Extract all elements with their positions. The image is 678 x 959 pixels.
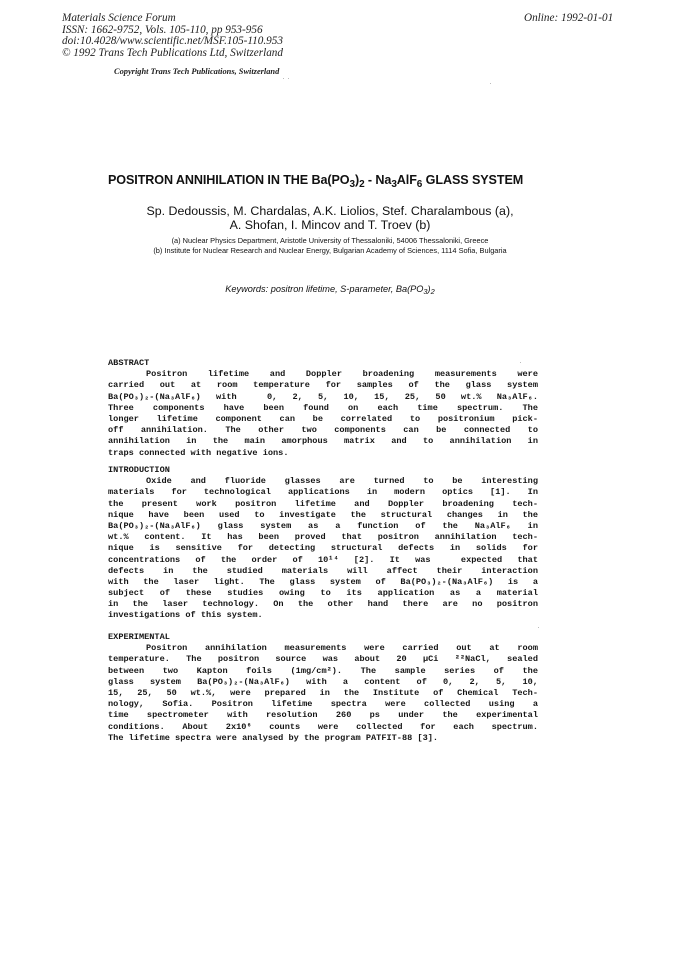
paper-title: POSITRON ANNIHILATION IN THE $Ba(PO_3)_2 - Na_3AlF_6$ GLASS SYSTEM bbox=[108, 173, 524, 190]
paragraph-line: nique is sensitive for detecting structural defects in solids for bbox=[108, 543, 538, 554]
section-heading-introduction: INTRODUCTION bbox=[108, 465, 170, 475]
author-list bbox=[100, 204, 560, 232]
affiliation-a: (a) Nuclear Physics Department, Aristotle University of Thessaloniki, 54006 Thessaloniki, Greece bbox=[171, 236, 489, 245]
paragraph-line: Three components have been found on each time spectrum. The bbox=[108, 402, 538, 413]
paragraph-line: temperature. The positron source was about 20 µCi ²²NaCl, sealed bbox=[108, 654, 538, 665]
paragraph-line: Oxide and fluoride glasses are turned to be interesting bbox=[146, 476, 538, 487]
paragraph-line: glass system Ba(PO₃)₂-(Na₃AlF₆) with a content of 0, 2, 5, 10, bbox=[108, 676, 538, 687]
keywords: Keywords: positron lifetime, S-parameter, $Ba(PO_3)_2$ bbox=[225, 284, 435, 296]
paragraph-line: concentrations of the order of 10¹⁴ [2]. It was expected that bbox=[108, 554, 538, 565]
affiliation-b: (b) Institute for Nuclear Research and Nuclear Energy, Bulgarian Academy of Sciences, 1114 Sofia, Bulgaria bbox=[153, 245, 507, 255]
paragraph-line: in the laser technology. On the other hand there are no positron bbox=[108, 599, 538, 610]
paragraph-line: Positron lifetime and Doppler broadening measurements were bbox=[146, 369, 538, 380]
scan-speck bbox=[520, 362, 521, 363]
authors-line-1: Sp. Dedoussis, M. Chardalas, A.K. Liolios, Stef. Charalambous (a), bbox=[146, 204, 514, 218]
scan-speck bbox=[490, 83, 491, 84]
paragraph-line: between two Kapton foils (1mg/cm²). The sample series of the bbox=[108, 665, 538, 676]
paragraph-line: the present work positron lifetime and Doppler broadening tech- bbox=[108, 498, 538, 509]
paragraph-line: nique have been used to investigate the structural changes in the bbox=[108, 509, 538, 520]
paragraph-line: longer lifetime component can be correlated to positronium pick- bbox=[108, 413, 538, 424]
issn-line: ISSN: 1662-9752, Vols. 105-110, pp 953-956 bbox=[62, 23, 263, 36]
journal-name: Materials Science Forum bbox=[62, 12, 176, 24]
paragraph-line: time spectrometer with resolution 260 ps under the experimental bbox=[108, 710, 538, 721]
paragraph-line: carried out at room temperature for samples of the glass system bbox=[108, 380, 538, 391]
paragraph-line: off annihilation. The other two components can be connected to bbox=[108, 425, 538, 436]
paragraph-line: with the laser light. The glass system of Ba(PO₃)₂-(Na₃AlF₆) is a bbox=[108, 576, 538, 587]
section-heading-experimental: EXPERIMENTAL bbox=[108, 632, 170, 642]
online-date: Online: 1992-01-01 bbox=[524, 12, 614, 24]
introduction-section bbox=[108, 465, 538, 622]
paragraph-line: Ba(PO₃)₂-(Na₃AlF₆) glass system as a function of the Na₃AlF₆ in bbox=[108, 520, 538, 531]
section-heading-abstract: ABSTRACT bbox=[108, 358, 150, 368]
copyright-line: © 1992 Trans Tech Publications Ltd, Switzerland bbox=[62, 46, 283, 59]
scan-speck bbox=[283, 78, 284, 79]
paragraph-line: 15, 25, 50 wt.%, were prepared in the Institute of Chemical Tech- bbox=[108, 687, 538, 698]
scan-speck bbox=[288, 78, 289, 79]
publication-metadata bbox=[62, 13, 283, 59]
experimental-section bbox=[108, 632, 538, 744]
affiliations bbox=[100, 236, 560, 256]
paragraph-line: annihilation in the main amorphous matrix and to annihilation in bbox=[108, 436, 538, 447]
paragraph-line: traps connected with negative ions. bbox=[108, 447, 289, 458]
abstract-section bbox=[108, 358, 538, 459]
copyright-stamp: Copyright Trans Tech Publications, Switzerland bbox=[114, 67, 280, 76]
paragraph-line: investigations of this system. bbox=[108, 610, 263, 621]
paragraph-line: defects in the studied materials will affect their interaction bbox=[108, 565, 538, 576]
authors-line-2: A. Shofan, I. Mincov and T. Troev (b) bbox=[229, 218, 431, 232]
paragraph-line: subject of these studies owing to its application as a material bbox=[108, 588, 538, 599]
paragraph-line: wt.% content. It has been proved that positron annihilation tech- bbox=[108, 532, 538, 543]
paragraph-line: conditions. About 2x10⁶ counts were collected for each spectrum. bbox=[108, 721, 538, 732]
paragraph-line: Positron annihilation measurements were carried out at room bbox=[146, 643, 538, 654]
doi-line: doi:10.4028/www.scientific.net/MSF.105-110.953 bbox=[62, 35, 283, 48]
paragraph-line: Ba(PO₃)₂-(Na₃AlF₆) with 0, 2, 5, 10, 15, 25, 50 wt.% Na₃AlF₆. bbox=[108, 391, 538, 402]
paragraph-line: nology, Sofia. Positron lifetime spectra were collected using a bbox=[108, 699, 538, 710]
paragraph-line: The lifetime spectra were analysed by the program PATFIT-88 [3]. bbox=[108, 732, 439, 743]
paragraph-line: materials for technological applications in modern optics [1]. In bbox=[108, 487, 538, 498]
scan-speck bbox=[538, 627, 539, 628]
